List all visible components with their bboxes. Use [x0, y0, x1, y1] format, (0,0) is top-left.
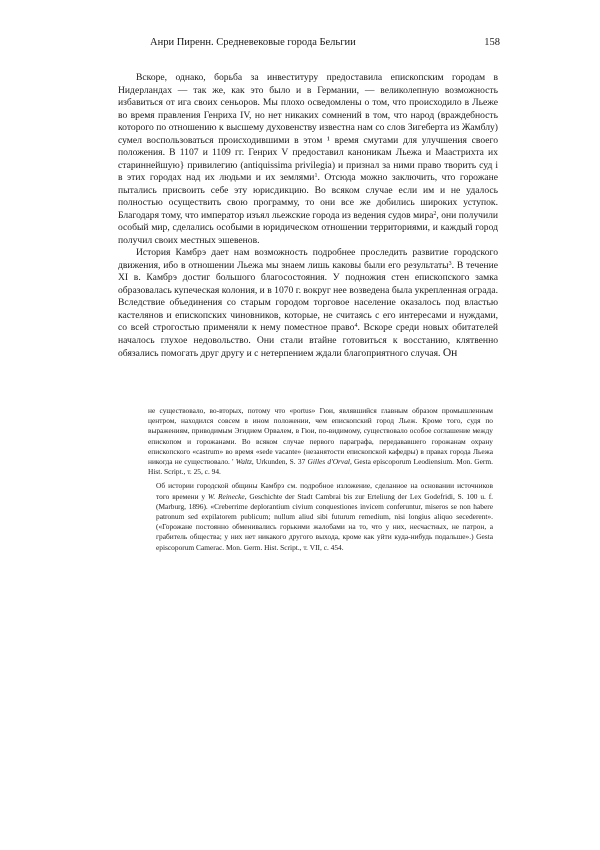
- footnote: не существовало, во-вторых, потому что «portus» Гюи, являвшийся главным образом промышленным центром, находился совсем в ином положении, чем епископский город Льеж. Кроме того, судя по выражениям, приводимым Эгидием Орвалем, в Гюи, по-видимому, существовало особое соглашение между епископом и горожанами. Во всяком случае первого параграфа, передававшего горожанам охрану епископского «castrum» во время «sede vacante» (незанятости епископской кафедры) в правах города Льежа никогда не существовало. ' Waltz, Urkunden, S. 37 Gilles d'Orval, Gesta episcoporum Leodiensium. Mon. Germ. Hist. Script., т. 25, с. 94.: [148, 406, 493, 477]
- main-text: [118, 72, 498, 361]
- footnote: Об истории городской общины Камбрэ см. подробное изложение, сделанное на основании источников того времени у W. Reinecke, Geschichte der Stadt Cambrai bis zur Erteliung der Lex Godefridi, S. 100 u. f. (Marburg, 1896). «Creberrime deplorantium civium conquestiones invicem conferuntur, miseros se non habere patronum sed expilatorem publicum; nullum aliud sibi futurum remedium, nisi longius aliquo secederent». («Горожане постоянно обменивались горькими жалобами на то, что у них, несчастных, не патрон, а грабитель общества; у них нет никакого другого выхода, кроме как уйти куда-нибудь подальше».) Gesta episcoporum Camerac. Mon. Germ. Hist. Script., т. VII, с. 454.: [156, 481, 494, 552]
- footnote-ref: 1: [314, 173, 318, 179]
- footnote-ref: 4: [354, 323, 358, 329]
- footnote-ref: 3: [448, 260, 452, 267]
- page-number: 158: [484, 37, 500, 48]
- footnote-ref: 2: [433, 210, 437, 217]
- footnotes: [148, 406, 493, 557]
- paragraph: Вскоре, однако, борьба за инвеституру предоставила епископским городам в Нидерландах — так же, как это было и в Германии, — великолепную возможность избавиться от ига своих сеньоров. Мы плохо осведомлены о том, что происходило в Льеже во время правления Генриха IV, но нет никаких сомнений в том, что народ (враждебность которого по отношению к высшему духовенству известна нам со слов Зигеберта из Жамблу) сумел воспользоваться происходившими в этом ¹ время смутами для улучшения своего положения. В 1107 и 1109 гг. Генрих V предоставил каноникам Льежа и Маастрихта их стариннейшую} привилегию (antiquissima privilegia) и признал за ними право творить суд i в этих городах над их людьми и их землями$^1$. Отсюда можно заключить, что горожане пытались присвоить себе эту юрисдикцию. Во всяком случае если им и не удалось полностью осуществить свою программу, то они все же добились широких уступок. Благодаря тому, что император изъял льежские города из ведения судов мира$^2$, они получили особый мир, сделались особыми в юридическом отношении территориями, и каждый город получил своих местных эшевенов.: [118, 72, 498, 246]
- running-title: Анри Пиренн. Средневековые города Бельгии: [150, 37, 356, 48]
- paragraph: История Камбрэ дает нам возможность подробнее проследить развитие городского движения, ибо в отношении Льежа мы знаем лишь каковы были его результаты$^3$. В течение XI в. Камбрэ достиг большого благосостояния. У подножия стен епископского замка образовалась купеческая колония, и в 1070 г. вокруг нее возведена была укрепленная ограда. Вследствие объединения со старым городом торговое население оказалось под властью кастелянов и епископских чиновников, которые, не считаясь с его интересами и нуждами, со всей строгостью применяли к нему поместное право$^4$. Вскоре среди новых обитателей началось глухое недовольство. Они стали втайне готовиться к восстанию, клятвенно обязались помогать друг другу и с нетерпением ждали благоприятного случая. Он: [118, 247, 499, 359]
